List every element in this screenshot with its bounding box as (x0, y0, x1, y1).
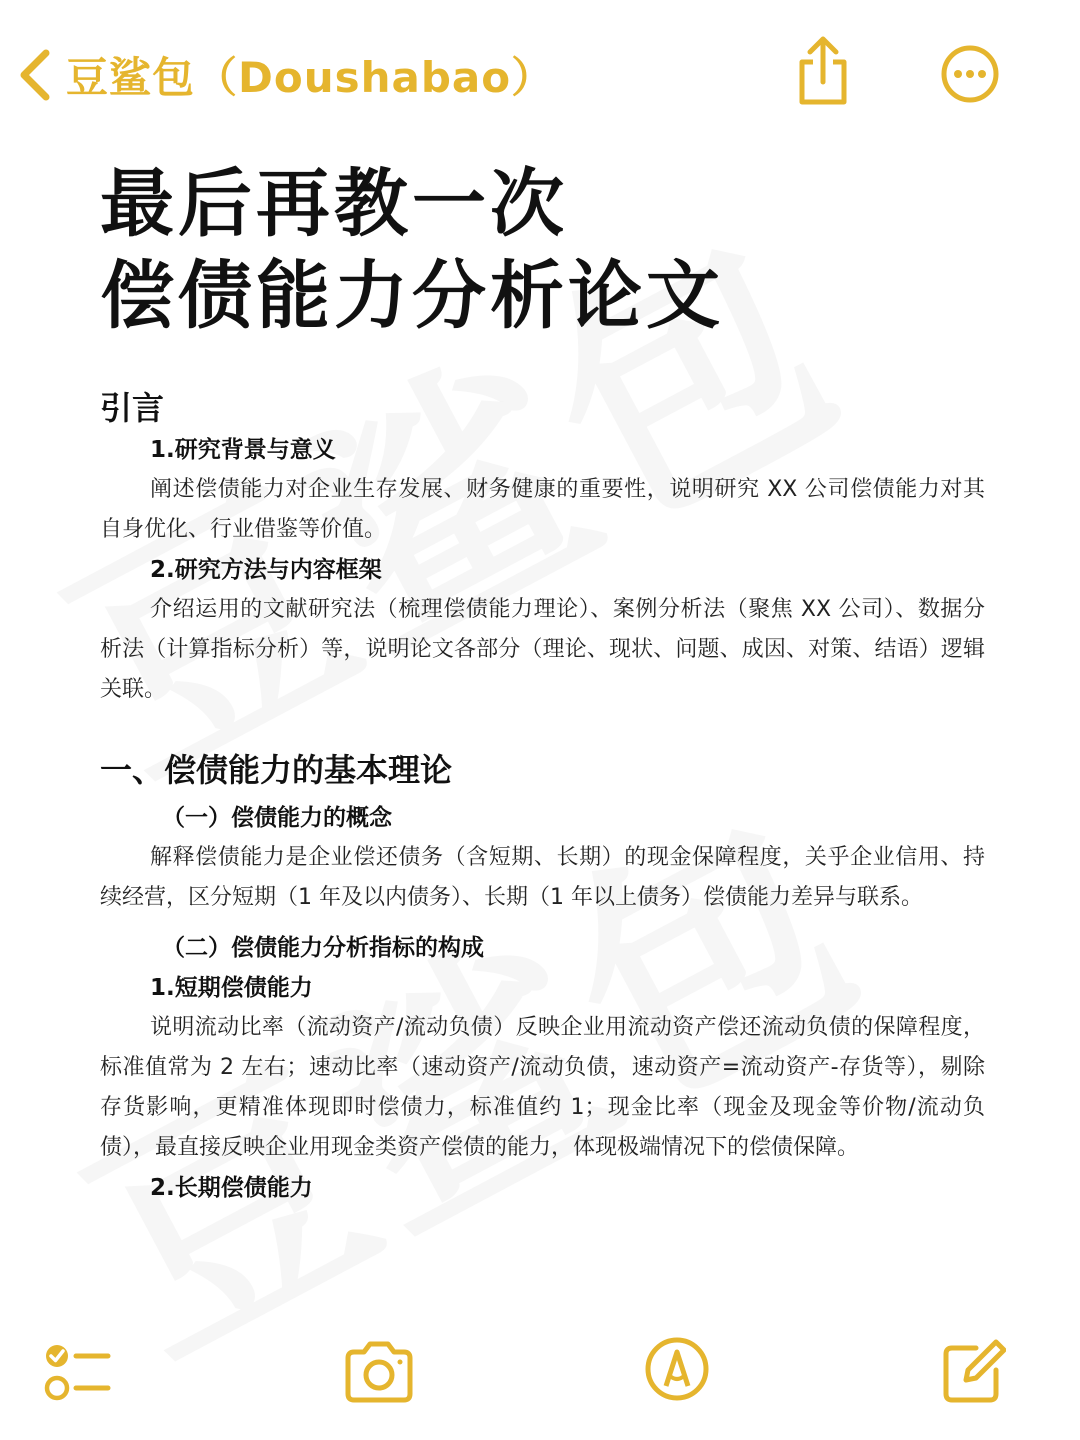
section1-sub-1: （一）偿债能力的概念 (162, 805, 392, 831)
intro-sub-1: 1.研究背景与意义 (150, 437, 336, 463)
camera-button[interactable] (342, 1336, 416, 1414)
more-button[interactable] (940, 44, 1000, 108)
share-button[interactable] (794, 34, 852, 112)
title-line-1: 最后再教一次 (100, 161, 568, 247)
camera-icon (342, 1395, 416, 1414)
section1-paragraph-2: 说明流动比率（流动资产/流动负债）反映企业用流动资产偿还流动负债的保障程度，标准值常为 2 左右；速动比率（速动资产/流动负债，速动资产=流动资产-存货等），剔除存货影响，更精准体现即时偿债力，标准值约 1；现金比率（现金及现金等价物/流动负债），最直接反映企业用现金类资产偿债的能力，体现极端情况下的偿债保障。 (100, 1015, 985, 1160)
intro-paragraph-2: 介绍运用的文献研究法（梳理偿债能力理论）、案例分析法（聚焦 XX 公司）、数据分析法（计算指标分析）等，说明论文各部分（理论、现状、问题、成因、对策、结语）逻辑关联。 (100, 597, 985, 702)
more-icon (940, 89, 1000, 108)
compose-button[interactable] (940, 1336, 1006, 1410)
section1-sub-4: 2.长期偿债能力 (150, 1175, 313, 1201)
markup-pen-icon (644, 1387, 710, 1406)
intro-sub-2: 2.研究方法与内容框架 (150, 557, 382, 583)
section1-sub-3: 1.短期偿债能力 (150, 975, 313, 1001)
section1-sub-2: （二）偿债能力分析指标的构成 (162, 935, 484, 961)
back-button[interactable] (14, 40, 554, 110)
section1-heading: 一、偿债能力的基本理论 (100, 751, 453, 789)
checklist-icon (40, 1395, 114, 1414)
intro-paragraph-1: 阐述偿债能力对企业生存发展、财务健康的重要性，说明研究 XX 公司偿债能力对其自身优化、行业借鉴等价值。 (100, 477, 985, 542)
top-navigation-bar (0, 0, 1080, 150)
note-content[interactable] (100, 158, 985, 1208)
bottom-toolbar (0, 1320, 1080, 1430)
compose-icon (940, 1391, 1006, 1410)
title-line-2: 偿债能力分析论文 (100, 253, 724, 339)
back-chevron-icon (14, 47, 54, 103)
markup-button[interactable] (644, 1336, 710, 1406)
section1-paragraph-1: 解释偿债能力是企业偿还债务（含短期、长期）的现金保障程度，关乎企业信用、持续经营，区分短期（1 年及以内债务）、长期（1 年以上债务）偿债能力差异与联系。 (100, 845, 985, 910)
checklist-button[interactable] (40, 1336, 114, 1414)
back-label: 豆鲨包（Doushabao） (66, 53, 555, 102)
intro-heading: 引言 (100, 389, 165, 427)
share-icon (794, 93, 852, 112)
